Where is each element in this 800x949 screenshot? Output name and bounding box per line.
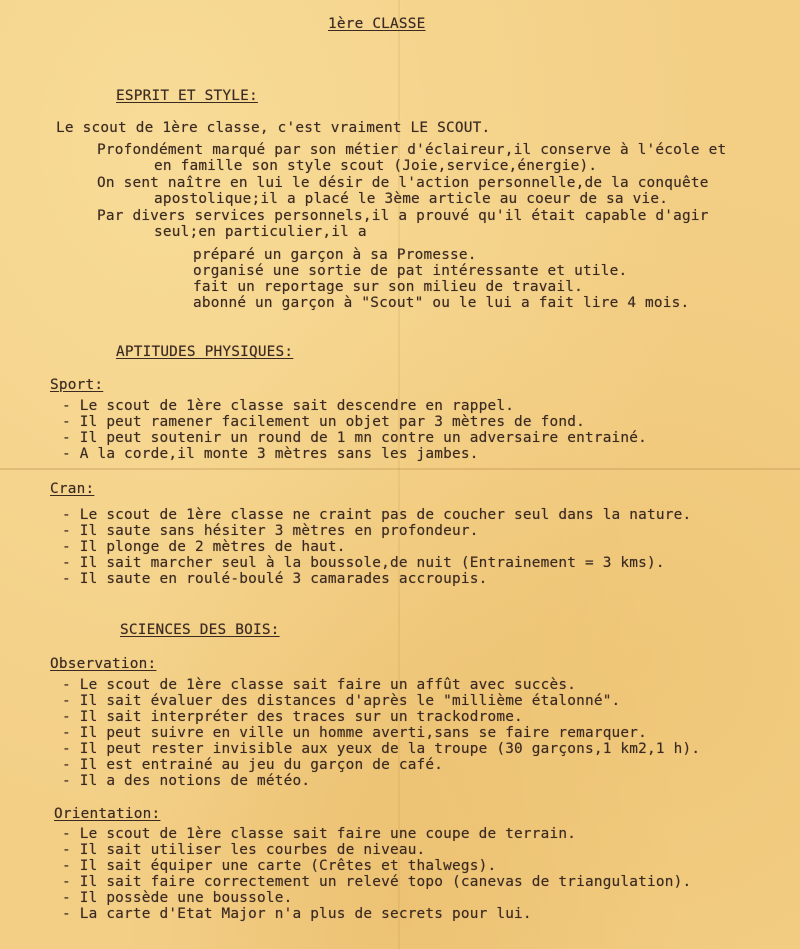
sport-item: - Le scout de 1ère classe sait descendre en rappel. [62, 398, 515, 414]
esprit-item: préparé un garçon à sa Promesse. [193, 247, 477, 263]
paper-fold-horizontal [0, 468, 800, 470]
cran-item: - Il plonge de 2 mètres de haut. [62, 539, 346, 555]
esprit-item: organisé une sortie de pat intéressante et utile. [193, 263, 628, 279]
esprit-line: seul;en particulier,il a [154, 224, 367, 240]
esprit-line: On sent naître en lui le désir de l'action personnelle,de la conquête [97, 175, 709, 191]
esprit-item: abonné un garçon à "Scout" ou le lui a fait lire 4 mois. [193, 295, 690, 311]
heading-esprit-et-style: ESPRIT ET STYLE: [116, 88, 258, 104]
observation-item: - Il peut rester invisible aux yeux de la troupe (30 garçons,1 km2,1 h). [62, 741, 701, 757]
esprit-line: apostolique;il a placé le 3ème article au coeur de sa vie. [154, 191, 669, 207]
orientation-item: - Il sait utiliser les courbes de niveau. [62, 842, 426, 858]
observation-item: - Le scout de 1ère classe sait faire un affût avec succès. [62, 677, 577, 693]
esprit-line: Profondément marqué par son métier d'éclaireur,il conserve à l'école et [97, 142, 727, 158]
observation-item: - Il sait évaluer des distances d'après le "millième étalonné". [62, 693, 621, 709]
orientation-item: - Il possède une boussole. [62, 890, 293, 906]
subheading-orientation: Orientation: [54, 806, 161, 822]
esprit-line: Par divers services personnels,il a prouvé qu'il était capable d'agir [97, 208, 709, 224]
esprit-line: en famille son style scout (Joie,service,énergie). [154, 158, 598, 174]
observation-item: - Il peut suivre en ville un homme averti,sans se faire remarquer. [62, 725, 648, 741]
orientation-item: - Le scout de 1ère classe sait faire une coupe de terrain. [62, 826, 577, 842]
esprit-intro: Le scout de 1ère classe, c'est vraiment LE SCOUT. [56, 120, 491, 136]
cran-item: - Il saute sans hésiter 3 mètres en profondeur. [62, 523, 479, 539]
observation-item: - Il est entrainé au jeu du garçon de café. [62, 757, 444, 773]
observation-item: - Il a des notions de météo. [62, 773, 311, 789]
heading-aptitudes-physiques: APTITUDES PHYSIQUES: [116, 344, 294, 360]
orientation-item: - Il sait équiper une carte (Crêtes et thalwegs). [62, 858, 497, 874]
subheading-sport: Sport: [50, 377, 104, 393]
subheading-observation: Observation: [50, 656, 157, 672]
esprit-item: fait un reportage sur son milieu de travail. [193, 279, 584, 295]
sport-item: - Il peut ramener facilement un objet par 3 mètres de fond. [62, 414, 585, 430]
subheading-cran: Cran: [50, 481, 95, 497]
sport-item: - Il peut soutenir un round de 1 mn contre un adversaire entrainé. [62, 430, 648, 446]
heading-sciences-des-bois: SCIENCES DES BOIS: [120, 622, 280, 638]
cran-item: - Il saute en roulé-boulé 3 camarades accroupis. [62, 571, 488, 587]
cran-item: - Le scout de 1ère classe ne craint pas de coucher seul dans la nature. [62, 507, 692, 523]
document-title: 1ère CLASSE [328, 16, 426, 32]
sport-item: - A la corde,il monte 3 mètres sans les jambes. [62, 446, 479, 462]
observation-item: - Il sait interpréter des traces sur un trackodrome. [62, 709, 523, 725]
cran-item: - Il sait marcher seul à la boussole,de nuit (Entrainement = 3 kms). [62, 555, 665, 571]
orientation-item: - Il sait faire correctement un relevé topo (canevas de triangulation). [62, 874, 692, 890]
orientation-item: - La carte d'Etat Major n'a plus de secrets pour lui. [62, 906, 532, 922]
